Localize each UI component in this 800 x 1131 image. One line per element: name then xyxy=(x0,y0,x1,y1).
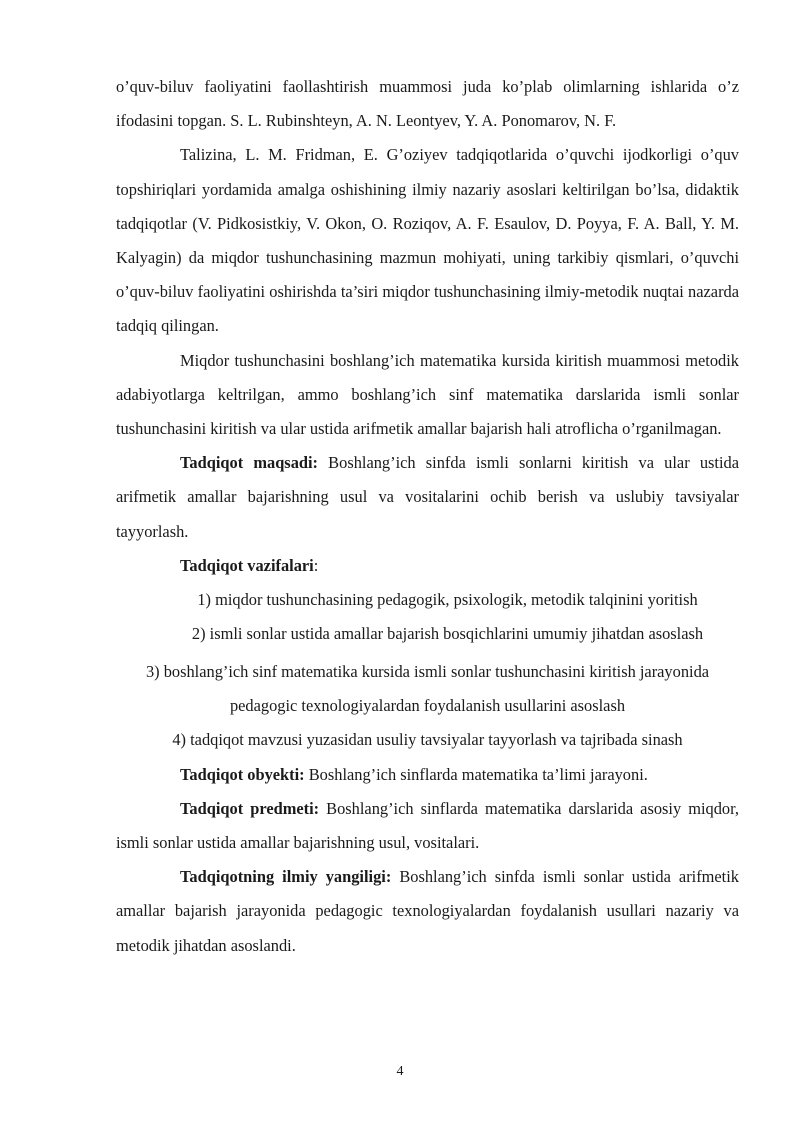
page-number: 4 xyxy=(396,1064,404,1079)
research-novelty-text: Boshlang’ich sinfda ismli sonlar ustida arifmetik amallar bajarish jarayonida pedagogic texnologiyalardan foydalanish usullari nazariy va metodik jihatdan asoslandi. xyxy=(116,867,739,955)
task-item-1: 1) miqdor tushunchasining pedagogik, psixologik, metodik talqinini yoritish xyxy=(197,590,698,610)
task-item-2: 2) ismli sonlar ustida amallar bajarish bosqichlarini umumiy jihatdan asoslash xyxy=(191,624,704,644)
research-subject-text: Boshlang’ich sinflarda matematika darslarida asosiy miqdor, ismli sonlar ustida amallar bajarishning usul, vositalari. xyxy=(116,798,739,853)
research-object xyxy=(116,758,739,792)
paragraph-problem: Miqdor tushunchasini boshlang’ich matematika kursida kiritish muammosi metodik adabiyotlarga keltrilgan, ammo boshlang’ich sinf matematika darslarida ismli sonlar tushunchasini kiritish va ular ustida arifmetik amallar bajarish hali atroflicha o’rganilmagan. xyxy=(116,350,739,439)
task-item-3: 3) boshlang’ich sinf matematika kursida ismli sonlar tushunchasini kiritish jarayonida pedagogic texnologiyalardan foydalanish usullarini asoslash xyxy=(145,662,710,716)
task-item-4: 4) tadqiqot mavzusi yuzasidan usuliy tavsiyalar tayyorlash va tajribada sinash xyxy=(172,730,683,750)
paragraph-intro: o’quv-biluv faoliyatini faollashtirish muammosi juda ko’plab olimlarning ishlarida o’z ifodasini topgan. S. L. Rubinshteyn, A. N. Leontyev, Y. A. Ponomarov, N. F. xyxy=(116,77,739,131)
research-novelty xyxy=(116,860,739,963)
research-goal-text: Boshlang’ich sinfda ismli sonlarni kiritish va ular ustida arifmetik amallar bajarishning usul va vositalarini ochib berish va uslubiy tavsiyalar tayyorlash. xyxy=(116,453,739,541)
research-goal xyxy=(116,446,739,549)
research-subject xyxy=(116,792,739,860)
paragraph-research-review: Talizina, L. M. Fridman, E. G’oziyev tadqiqotlarida o’quvchi ijodkorligi o’quv topshiriqlari yordamida amalga oshishining ilmiy nazariy asoslari keltirilgan bo’lsa, didaktik tadqiqotlar (V. Pidkosistkiy, V. Okon, O. Roziqov, A. F. Esaulov, D. Poyya, F. A. Ball, Y. M. Kalyagin) da miqdor tushunchasining mazmun mohiyati, uning tarkibiy qismlari, o’quvchi o’quv-biluv faoliyatini oshirishda ta’siri miqdor tushunchasining ilmiy-metodik nuqtai nazarda tadqiq qilingan. xyxy=(116,145,739,336)
research-tasks-label: Tadqiqot vazifalari xyxy=(180,555,314,575)
document-body xyxy=(116,70,739,963)
research-object-text: Boshlang’ich sinflarda matematika ta’limi jarayoni. xyxy=(304,764,648,784)
research-novelty-label: Tadqiqotning ilmiy yangiligi: xyxy=(180,867,392,887)
research-object-label: Tadqiqot obyekti: xyxy=(180,764,305,784)
research-tasks-heading: Tadqiqot vazifalari: xyxy=(180,555,319,575)
research-goal-label: Tadqiqot maqsadi: xyxy=(180,453,319,473)
research-subject-label: Tadqiqot predmeti: xyxy=(180,798,320,818)
